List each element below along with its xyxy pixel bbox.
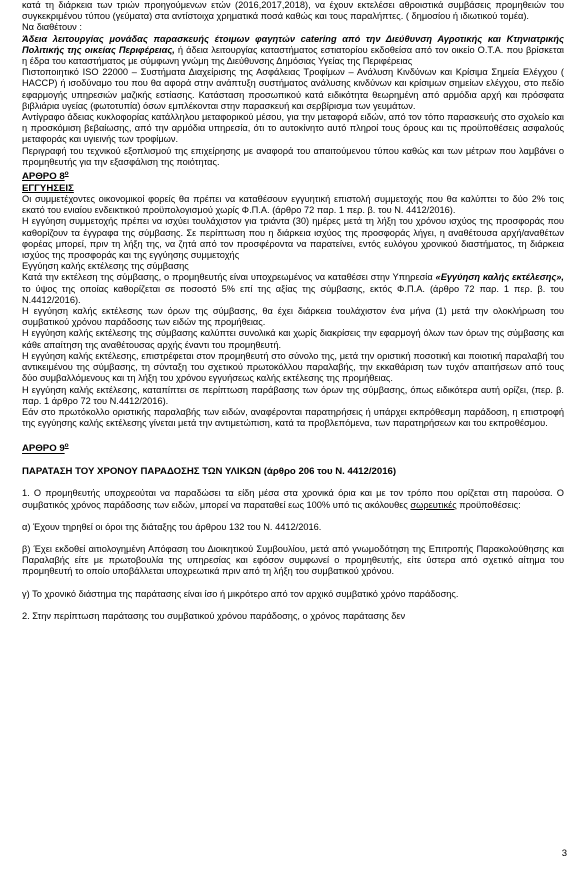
spacer — [22, 455, 564, 466]
article8-paragraph: Οι συμμετέχοντες οικονομικοί φορείς θα πρέπει να καταθέσουν εγγυητική επιστολή συμμετοχής που θα καλύπτει το δύο 2% τοις εκατό του ενιαίου ενδεικτικού προϋπολογισμού χωρίς Φ.Π.Α. (άρθρο 72 παρ. 1 περ. β. του Ν. 4412/2016). — [22, 194, 564, 216]
spacer — [22, 429, 564, 440]
article8-title: ΑΡΘΡΟ $8^o$ — [22, 170, 69, 183]
article9-item-b: β) Έχει εκδοθεί αιτιολογημένη Απόφαση του Διοικητικού Συμβουλίου, μετά από γνωμοδότηση της Επιτροπής Παρακολούθησης και Παραλαβής είτε με πρωτοβουλία της υπηρεσίας και εφόσον συμφωνεί ο προμηθευτής, είτε ύστερα από σχετικό αίτημα του προμηθευτή το οποίο υποβάλλεται υποχρεωτικά πριν από τη λήξη του συμβατικού χρόνου. — [22, 543, 564, 577]
article8-subtitle: ΕΓΓΥΗΣΕΙΣ — [22, 182, 74, 194]
paragraph-prior-experience: κατά τη διάρκεια των τριών προηγούμενων ετών (2016,2017,2018), να έχουν εκτελέσει αθροιστικά συμβάσεις προμηθειών του συγκεκριμένου τύπου (γεύματα) στα αντίστοιχα χρηματικά ποσά καθώς και τους παραλήπτες. ( δημοσίου ή ιδιωτικού τομέα). — [22, 0, 564, 22]
article8-paragraph: Η εγγύηση καλής εκτέλεσης, καταπίπτει σε περίπτωση παράβασης των όρων της σύμβασης, όπως ειδικότερα αυτή ορίζει, (περ. β. παρ. 1 άρθρο 72 του Ν.4412/2016). — [22, 384, 564, 406]
article9-item-c: γ) Το χρονικό διάστημα της παράτασης είναι ίσο ή μικρότερο από τον αρχικό συμβατικό χρόνο παράδοσης. — [22, 588, 459, 599]
paragraph-catering-license — [22, 34, 564, 68]
article8-paragraph: Η εγγύηση καλής εκτέλεσης των όρων της σύμβασης, θα έχει διάρκεια τουλάχιστον ένα μήνα (1) μετά την ολοκλήρωση του συμβατικού χρόνου παράδοσης των ειδών της προμήθειας. — [22, 306, 564, 328]
article9-item-a: α) Έχουν τηρηθεί οι όροι της διάταξης του άρθρου 132 του Ν. 4412/2016. — [22, 521, 322, 532]
article8-paragraph: Η εγγύηση συμμετοχής πρέπει να ισχύει τουλάχιστον για τριάντα (30) ημέρες μετά τη λήξη του χρόνου ισχύος της προσφοράς που καθορίζουν τα έγγραφα της σύμβασης. Σε περίπτωση που η διάρκεια ισχύος της προσφοράς λήγει, η αναθέτουσα αρχή/αναθέτων φορέας μπορεί, πριν τη λήξη της, να ζητά από τον προσφέροντα να παρατείνει, εντός ευλόγου χρονικού διαστήματος, τη διάρκεια ισχύος της προσφοράς και της εγγύησης συμμετοχής — [22, 216, 564, 261]
article8-paragraph: Κατά την εκτέλεση της σύμβασης, ο προμηθευτής είναι υποχρεωμένος να καταθέσει στην Υπηρεσία «Εγγύηση καλής εκτέλεσης», το ύψος της οποίας καθορίζεται σε ποσοστό 5% επί της αξίας της σύμβασης, εκτός Φ.Π.Α. (άρθρο 72 παρ. 1 περ. β. του Ν.4412/2016). — [22, 272, 564, 305]
article8-paragraph: Εάν στο πρωτόκολλο οριστικής παραλαβής των ειδών, αναφέρονται παρατηρήσεις ή υπάρχει εκπρόθεσμη παράδοση, η επιστροφή της εγγύησης καλής εκτέλεσης γίνεται μετά την αντιμετώπιση, κατά τα προβλεπόμενα, των παρατηρήσεων και του εκπροθέσμου. — [22, 406, 564, 429]
article9-paragraph-1: 1. Ο προμηθευτής υποχρεούται να παραδώσει τα είδη μέσα στα χρονικά όρια και με τον τρόπο που ορίζεται στη παρούσα. Ο συμβατικός χρόνος παράδοσης των ειδών, μπορεί να παραταθεί εως 100% υπό τις ακόλουθες σωρευτικές προϋποθέσεις: — [22, 488, 564, 510]
article8-paragraph: Η εγγύηση καλής εκτέλεσης της σύμβασης καλύπτει συνολικά και χωρίς διακρίσεις την εφαρμογή όλων των όρων της σύμβασης και κάθε απαίτηση της αναθέτουσας αρχής έναντι του προμηθευτή. — [22, 328, 564, 350]
article9-heading: ΠΑΡΑΤΑΣΗ ΤΟΥ ΧΡΟΝΟΥ ΠΑΡΑΔΟΣΗΣ ΤΩΝ ΥΛΙΚΩΝ (άρθρο 206 του Ν. 4412/2016) — [22, 465, 397, 477]
paragraph-iso-certificate: Πιστοποιητικό ISO 22000 – Συστήματα Διαχείρισης της Ασφάλειας Τροφίμων – Ανάλυση Κινδύνων και Κρίσιμα Σημεία Ελέγχου ( HACCP) ή ισοδύναμο του που θα αφορά στην ανάπτυξη συστήματος ανάλυσης κινδύνων και κρίσιμων σημείων ελέγχου, στο πεδίο εφαρμογής υπηρεσιών μαζικής εστίασης. Κατάσταση προσωπικού κατά ειδικότητα θεωρημένη από αρμόδια αρχή και πρόσφατα βιβλιάρια υγείας (φωτοτυπία) όσων εμπλέκονται στην παρασκευή και σερβίρισμα των γευμάτων. — [22, 67, 564, 111]
spacer — [22, 511, 564, 522]
paragraph-vehicle-license: Αντίγραφο άδειας κυκλοφορίας κατάλληλου μεταφορικού μέσου, για την μεταφορά ειδών, από τον τόπο παρασκευής στο σχολείο και η προσκόμιση βεβαίωσης, από την αρμόδια υπηρεσία, ότι το αυτοκίνητο αυτό πληροί τους όρους και τις προϋποθέσεις ασφαλούς μεταφοράς και υγιεινής των τροφίμων. — [22, 112, 564, 145]
article8-paragraph: Η εγγύηση καλής εκτέλεσης, επιστρέφεται στον προμηθευτή στο σύνολο της, μετά την οριστική ποσοτική και ποιοτική παραλαβή του αντικειμένου της σύμβασης, τη σύνταξη του σχετικού πρωτοκόλλου παραλαβής, την εκκαθάριση των τυχόν απαιτήσεων από τους δύο συμβαλλόμενους και τη λήξη του χρόνου εγγυήσεως καλής εκτέλεσης της προμήθειας. — [22, 350, 564, 384]
spacer — [22, 477, 564, 488]
catering-license-rest: ή άδεια λειτουργίας καταστήματος εστιατορίου εκδοθείσα από τον οικείο Ο.Τ.Α. που βρίσκεται η έδρα του καταστήματος με σύμφωνη γνώμη της Διεύθυνσης Δημόσιας Υγείας της Περιφέρειας — [22, 44, 564, 67]
paragraph-must-have: Να διαθέτουν : — [22, 22, 82, 33]
article8-paragraph: Εγγύηση καλής εκτέλεσης της σύμβασης — [22, 261, 189, 272]
page-number: 3 — [561, 848, 567, 859]
paragraph-technical-equipment: Περιγραφή του τεχνικού εξοπλισμού της επιχείρησης με αναφορά του απαιτούμενου τύπου καθώς και των μέτρων που λαμβάνει ο προμηθευτής για την εξασφάλιση της ποιότητας. — [22, 145, 564, 167]
article9-title: ΑΡΘΡΟ $9^o$ — [22, 442, 69, 455]
spacer — [22, 578, 564, 589]
article9-paragraph-2: 2. Στην περίπτωση παράτασης του συμβατικού χρόνου παράδοσης, ο χρόνος παράτασης δεν — [22, 610, 406, 621]
catering-license-bold: Άδεια λειτουργίας μονάδας παρασκευής έτοιμων φαγητών catering από την Διεύθυνση Αγροτικής και Κτηνιατρικής Πολιτικής της οικείας Περιφέρειας, — [22, 33, 564, 55]
spacer — [22, 533, 564, 544]
spacer — [22, 600, 564, 611]
document-page — [22, 0, 564, 622]
